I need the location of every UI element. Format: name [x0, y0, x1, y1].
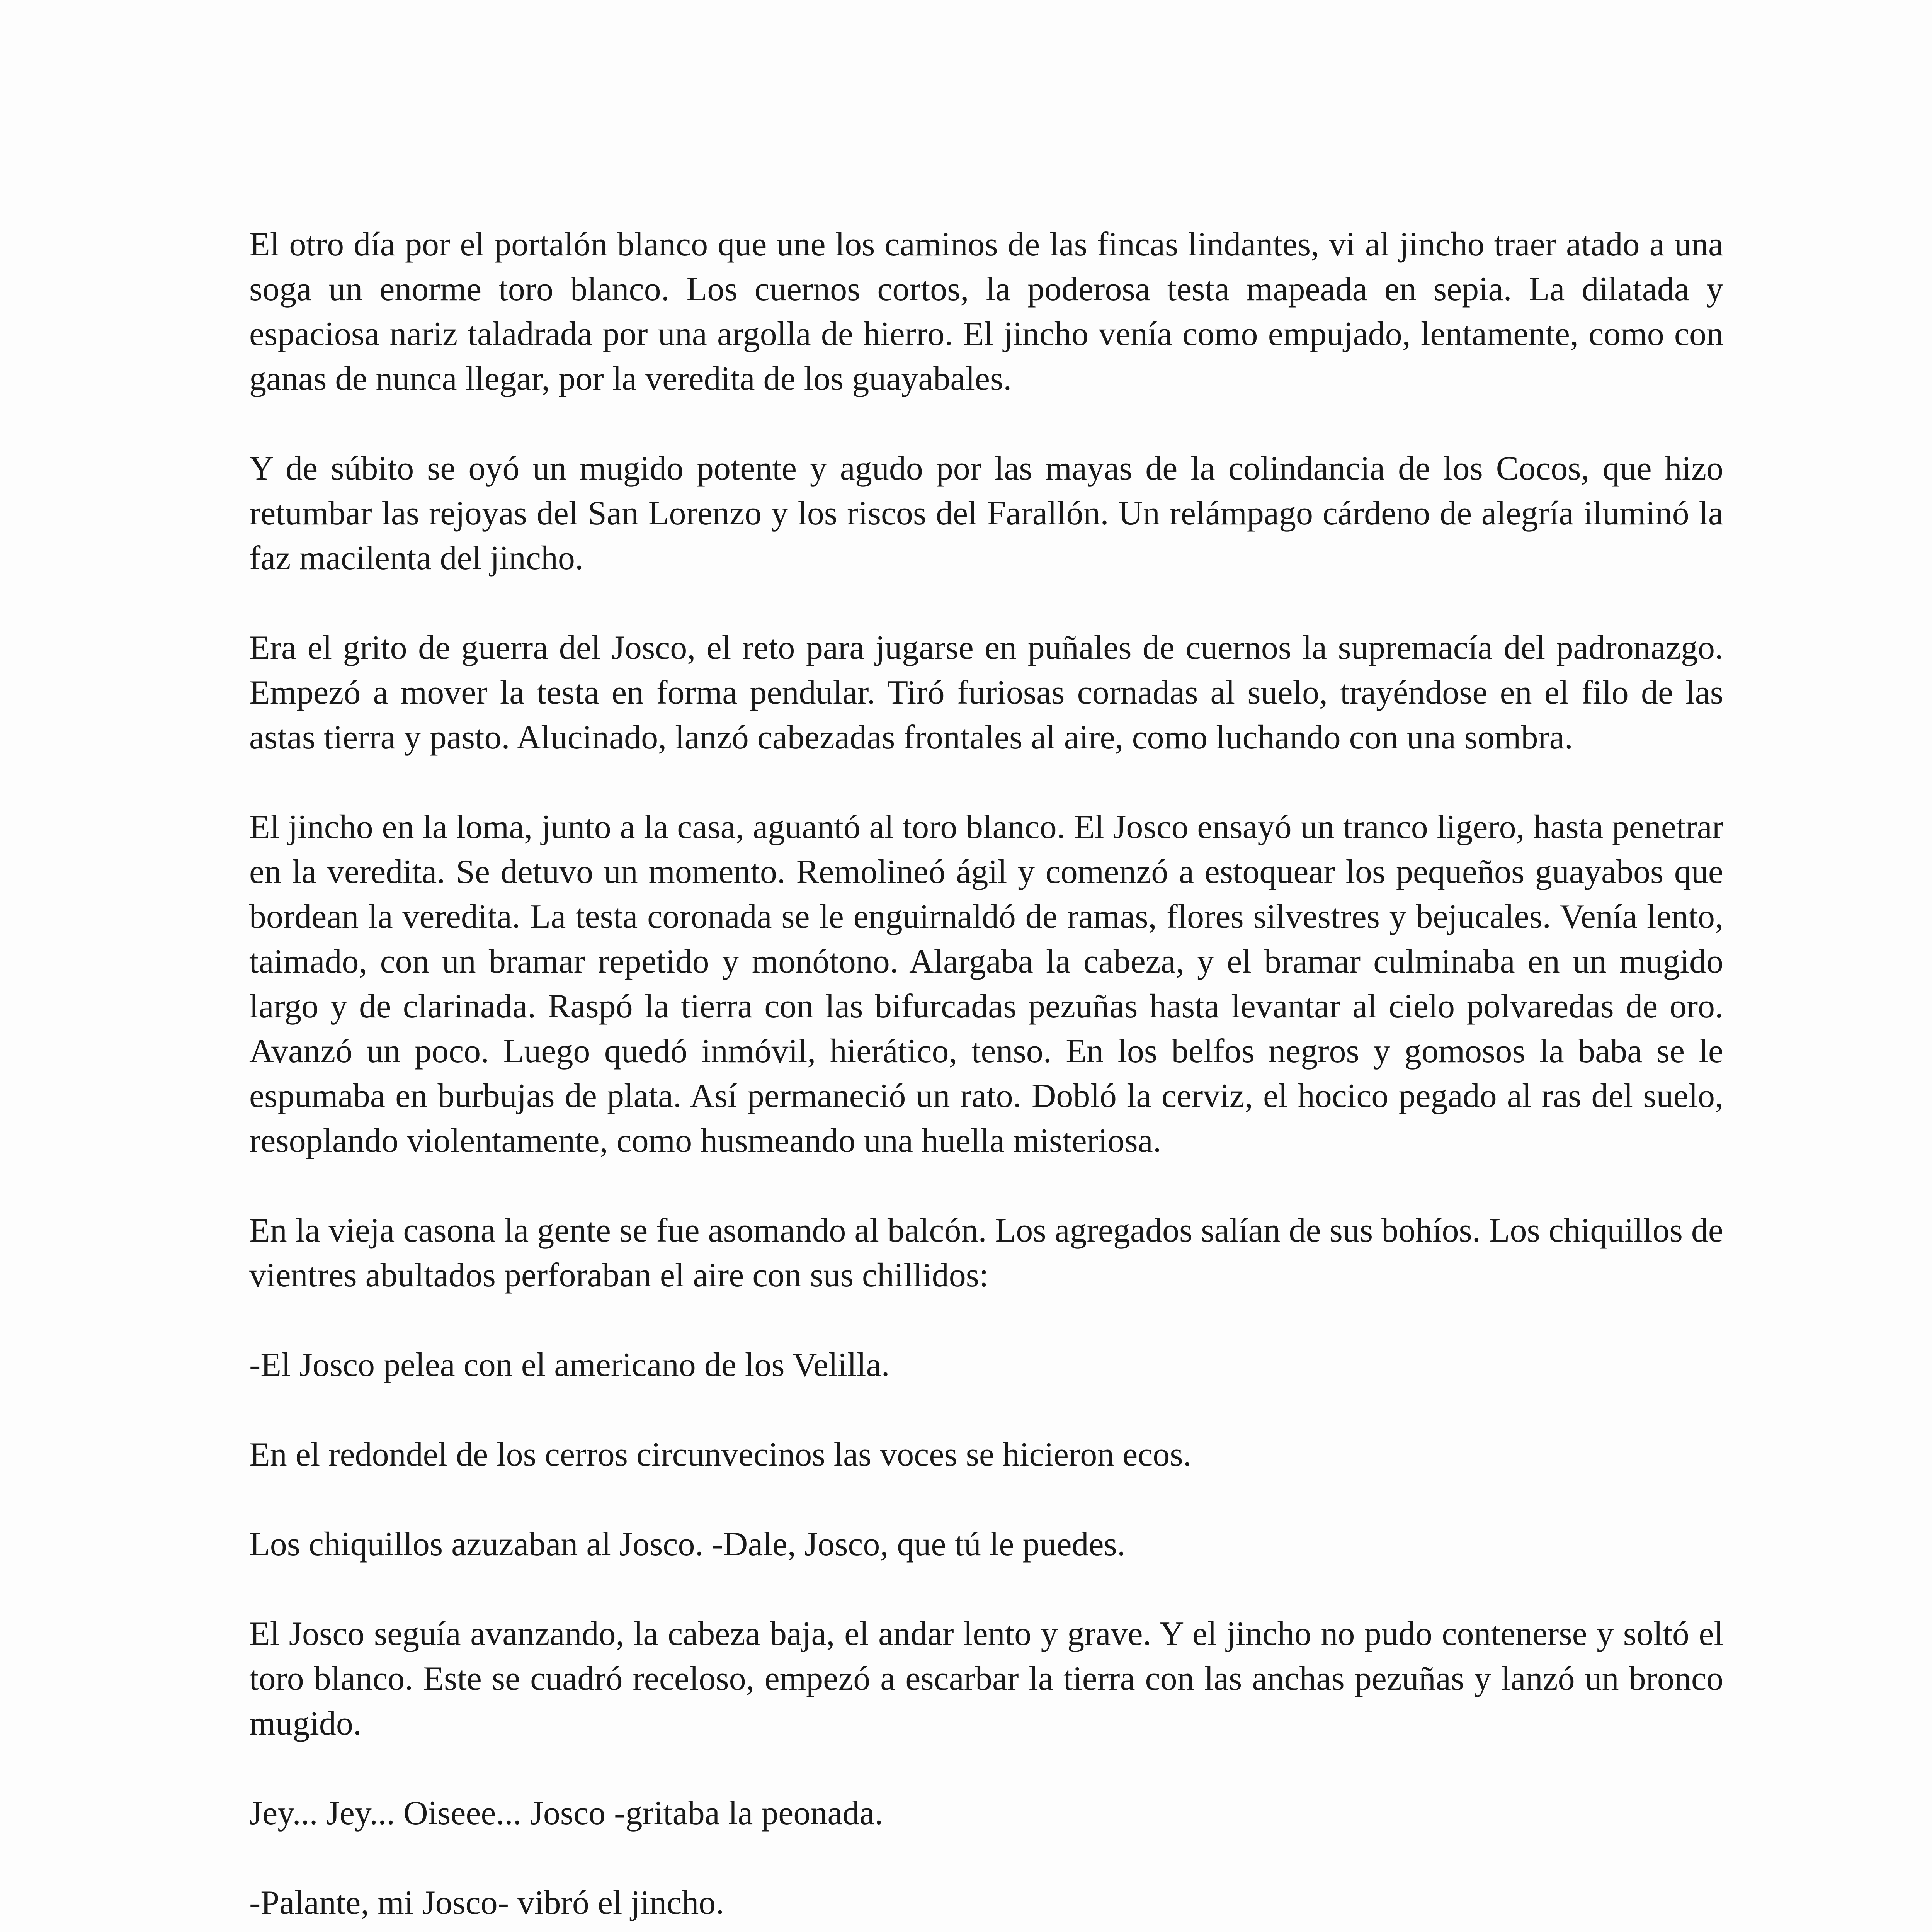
paragraph-3: Era el grito de guerra del Josco, el reto para jugarse en puñales de cuernos la supremacía del padronazgo. Empezó a mover la testa en forma pendular. Tiró furiosas cornadas al suelo, trayéndose en el filo de las astas tierra y pasto. Alucinado, lanzó cabezadas frontales al aire, como luchando con una sombra. [249, 629, 1723, 756]
paragraph-6: -El Josco pelea con el americano de los Velilla. [249, 1346, 890, 1384]
paragraph-10: Jey... Jey... Oiseee... Josco -gritaba la peonada. [249, 1794, 883, 1832]
paragraph-1: El otro día por el portalón blanco que une los caminos de las fincas lindantes, vi al jincho traer atado a una soga un enorme toro blanco. Los cuernos cortos, la poderosa testa mapeada en sepia. La dilatada y espaciosa nariz taladrada por una argolla de hierro. El jincho venía como empujado, lentamente, como con ganas de nunca llegar, por la veredita de los guayabales. [249, 226, 1723, 398]
paragraph-7: En el redondel de los cerros circunvecinos las voces se hicieron ecos. [249, 1436, 1192, 1473]
paragraph-4: El jincho en la loma, junto a la casa, aguantó al toro blanco. El Josco ensayó un tranco ligero, hasta penetrar en la veredita. Se detuvo un momento. Remolineó ágil y comenzó a estoquear los pequeños guayabos que bordean la veredita. La testa coronada se le enguirnaldó de ramas, flores silvestres y bejucales. Venía lento, taimado, con un bramar repetido y monótono. Alargaba la cabeza, y el bramar culminaba en un mugido largo y de clarinada. Raspó la tierra con las bifurcadas pezuñas hasta levantar al cielo polvaredas de oro. Avanzó un poco. Luego quedó inmóvil, hierático, tenso. En los belfos negros y gomosos la baba se le espumaba en burbujas de plata. Así permaneció un rato. Dobló la cerviz, el hocico pegado al ras del suelo, resoplando violentamente, como husmeando una huella misteriosa. [249, 808, 1723, 1160]
paragraph-2: Y de súbito se oyó un mugido potente y agudo por las mayas de la colindancia de los Cocos, que hizo retumbar las rejoyas del San Lorenzo y los riscos del Farallón. Un relámpago cárdeno de alegría iluminó la faz macilenta del jincho. [249, 450, 1723, 577]
paragraph-8: Los chiquillos azuzaban al Josco. -Dale, Josco, que tú le puedes. [249, 1526, 1126, 1563]
paragraph-5: En la vieja casona la gente se fue asomando al balcón. Los agregados salían de sus bohíos. Los chiquillos de vientres abultados perforaban el aire con sus chillidos: [249, 1212, 1723, 1294]
paragraph-9: El Josco seguía avanzando, la cabeza baja, el andar lento y grave. Y el jincho no pudo contenerse y soltó el toro blanco. Este se cuadró receloso, empezó a escarbar la tierra con las anchas pezuñas y lanzó un bronco mugido. [249, 1615, 1723, 1742]
document-body [249, 222, 1723, 1932]
paragraph-11: -Palante, mi Josco- vibró el jincho. [249, 1884, 724, 1922]
